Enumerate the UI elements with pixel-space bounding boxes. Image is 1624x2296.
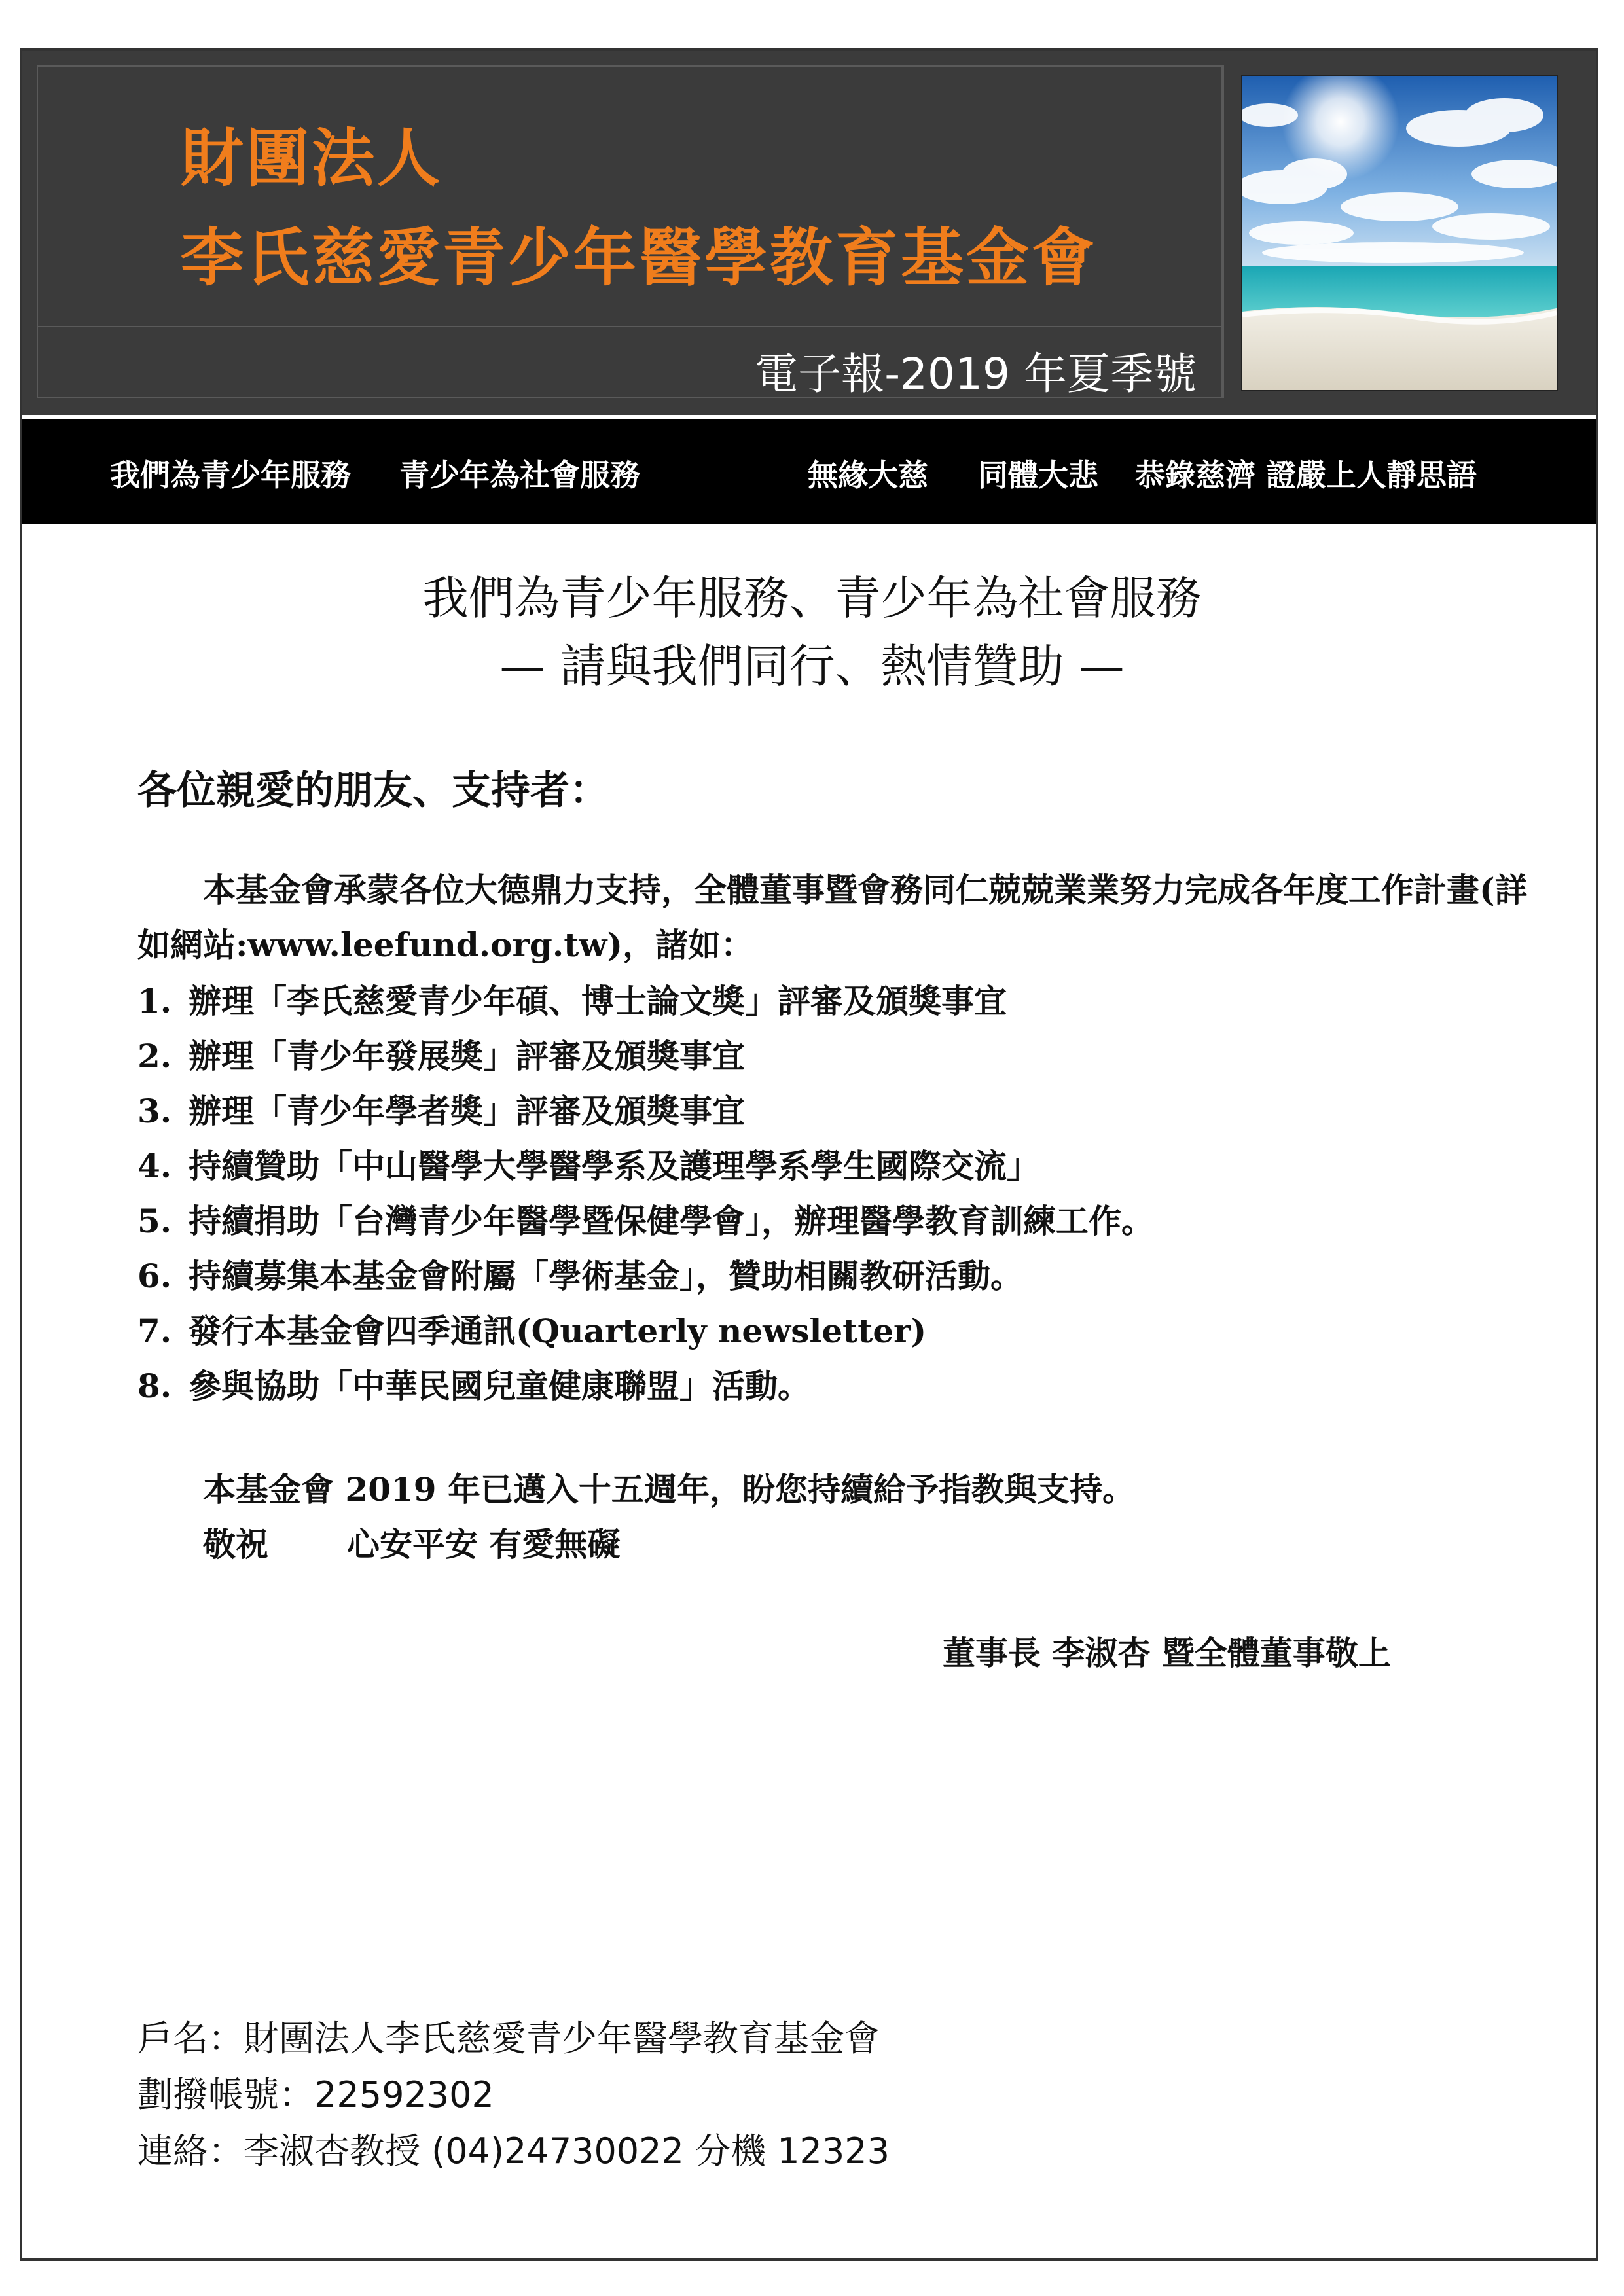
donation-info (137, 2011, 890, 2179)
banner-motto-2: 同體大悲 (978, 457, 1098, 493)
header-divider (37, 326, 1223, 327)
list-item (137, 1304, 1154, 1359)
list-item (137, 1029, 1154, 1084)
list-text: 持續捐助「台灣青少年醫學暨保健學會」，辦理醫學教育訓練工作。 (189, 1202, 1154, 1240)
greeting: 各位親愛的朋友、支持者： (137, 768, 609, 814)
list-text: 持續贊助「中山醫學大學醫學系及護理學系學生國際交流」 (189, 1147, 1039, 1185)
closing-wishes (203, 1518, 620, 1566)
list-text: 持續募集本基金會附屬「學術基金」，贊助相關教研活動。 (189, 1257, 1023, 1295)
list-number: 1. (137, 982, 172, 1020)
list-item (137, 1194, 1154, 1249)
list-number: 5. (137, 1202, 172, 1240)
banner-slogan-1: 我們為青少年服務 (110, 457, 351, 493)
list-number: 7. (137, 1312, 172, 1350)
list-number: 6. (137, 1257, 172, 1295)
header-vertical-divider (1223, 65, 1224, 398)
list-text: 參與協助「中華民國兒童健康聯盟」活動。 (189, 1367, 810, 1405)
beach-photo (1241, 75, 1558, 391)
list-number: 2. (137, 1037, 172, 1075)
issue-label: 電子報-2019 年夏季號 (755, 349, 1197, 399)
closing-statement: 本基金會 2019 年已邁入十五週年，盼您持續給予指教與支持。 (203, 1470, 1135, 1509)
header (22, 51, 1596, 415)
banner-motto-3: 恭錄慈濟 證嚴上人靜思語 (1135, 457, 1477, 493)
signature: 董事長 李淑杏 暨全體董事敬上 (943, 1634, 1391, 1672)
page-title: 我們為青少年服務、青少年為社會服務 (422, 571, 1202, 625)
wish-text: 心安平安 有愛無礙 (347, 1525, 621, 1564)
list-text: 辦理「青少年發展獎」評審及頒獎事宜 (189, 1037, 745, 1075)
page-subtitle: — 請與我們同行、熱情贊助 — (499, 639, 1125, 693)
list-number: 8. (137, 1367, 172, 1405)
banner-slogan-2: 青少年為社會服務 (399, 457, 640, 493)
list-item (137, 1139, 1154, 1194)
intro-paragraph (137, 863, 1538, 973)
salutation: 敬祝 (203, 1525, 268, 1564)
list-item (137, 974, 1154, 1029)
list-text: 發行本基金會四季通訊(Quarterly newsletter) (189, 1312, 927, 1350)
work-plan-list (137, 974, 1154, 1414)
list-text: 辦理「李氏慈愛青少年碩、博士論文獎」評審及頒獎事宜 (189, 982, 1007, 1020)
list-item (137, 1084, 1154, 1139)
contact-info: 連絡：李淑杏教授 (04)24730022 分機 12323 (137, 2130, 890, 2172)
list-item (137, 1359, 1154, 1414)
banner-motto-1: 無緣大慈 (808, 457, 928, 493)
org-name-line2: 李氏慈愛青少年醫學教育基金會 (181, 221, 1097, 295)
list-item (137, 1249, 1154, 1304)
slogan-banner (22, 419, 1596, 524)
account-name: 戶名：財團法人李氏慈愛青少年醫學教育基金會 (137, 2018, 880, 2059)
org-name-line1: 財團法人 (181, 122, 442, 195)
list-text: 辦理「青少年學者獎」評審及頒獎事宜 (189, 1092, 745, 1130)
beach-sky-image (1242, 76, 1557, 390)
account-number: 劃撥帳號：22592302 (137, 2074, 494, 2115)
intro-text: 本基金會承蒙各位大德鼎力支持，全體董事暨會務同仁兢兢業業努力完成各年度工作計畫(詳如網站:www.leefund.org.tw)，諸如： (137, 870, 1528, 964)
list-number: 4. (137, 1147, 172, 1185)
list-number: 3. (137, 1092, 172, 1130)
